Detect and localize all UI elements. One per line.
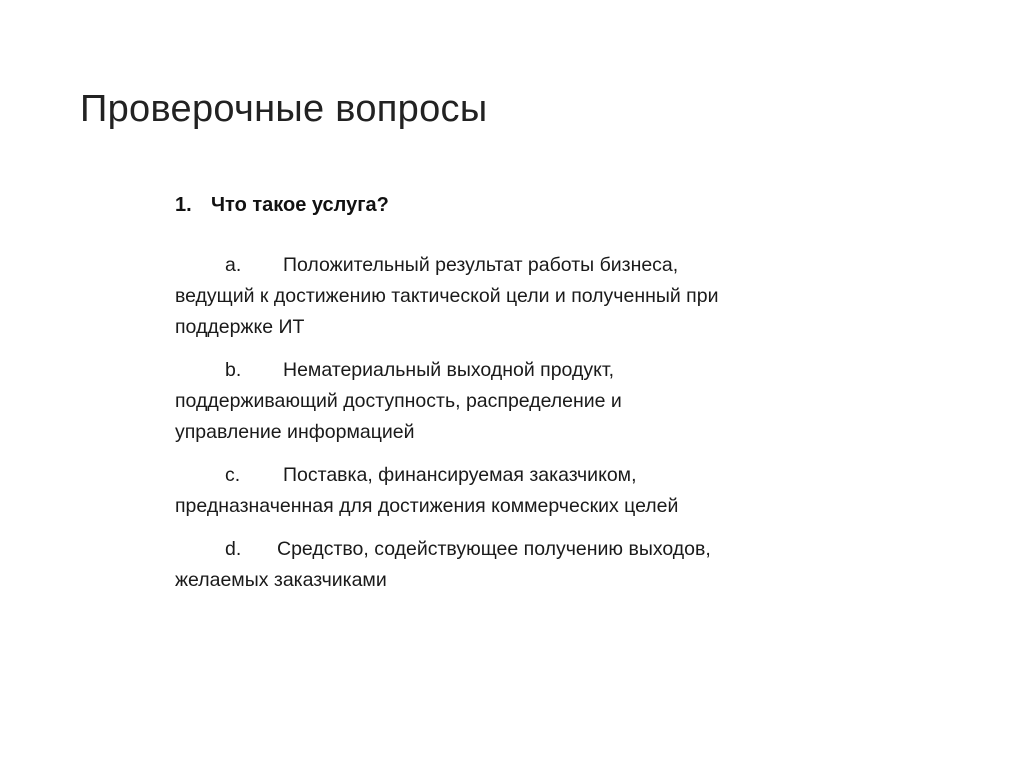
question bbox=[175, 194, 389, 217]
answer-option-a bbox=[175, 250, 855, 343]
answer-letter: b. bbox=[225, 359, 242, 381]
answer-option-b bbox=[175, 355, 855, 448]
answer-text-line: Поставка, финансируемая заказчиком, bbox=[283, 464, 637, 486]
answer-text-line: Положительный результат работы бизнеса, bbox=[283, 254, 679, 276]
answer-list bbox=[175, 250, 855, 608]
answer-text-line: Средство, содействующее получению выходов, bbox=[277, 538, 711, 560]
answer-letter: a. bbox=[225, 254, 242, 276]
answer-letter: d. bbox=[225, 538, 242, 560]
answer-text-line: поддерживающий доступность, распределение и bbox=[175, 390, 622, 412]
answer-text-line: управление информацией bbox=[175, 421, 415, 443]
answer-option-d bbox=[175, 534, 855, 596]
answer-text-line: поддержке ИТ bbox=[175, 316, 305, 338]
question-number: 1. bbox=[175, 194, 192, 216]
answer-option-c bbox=[175, 460, 855, 522]
slide-title: Проверочные вопросы bbox=[80, 88, 488, 130]
answer-text-line: ведущий к достижению тактической цели и полученный при bbox=[175, 285, 719, 307]
answer-text-line: Нематериальный выходной продукт, bbox=[283, 359, 615, 381]
answer-text-line: предназначенная для достижения коммерческих целей bbox=[175, 495, 679, 517]
answer-letter: c. bbox=[225, 464, 241, 486]
answer-text-line: желаемых заказчиками bbox=[175, 569, 387, 591]
question-text: Что такое услуга? bbox=[211, 194, 389, 216]
